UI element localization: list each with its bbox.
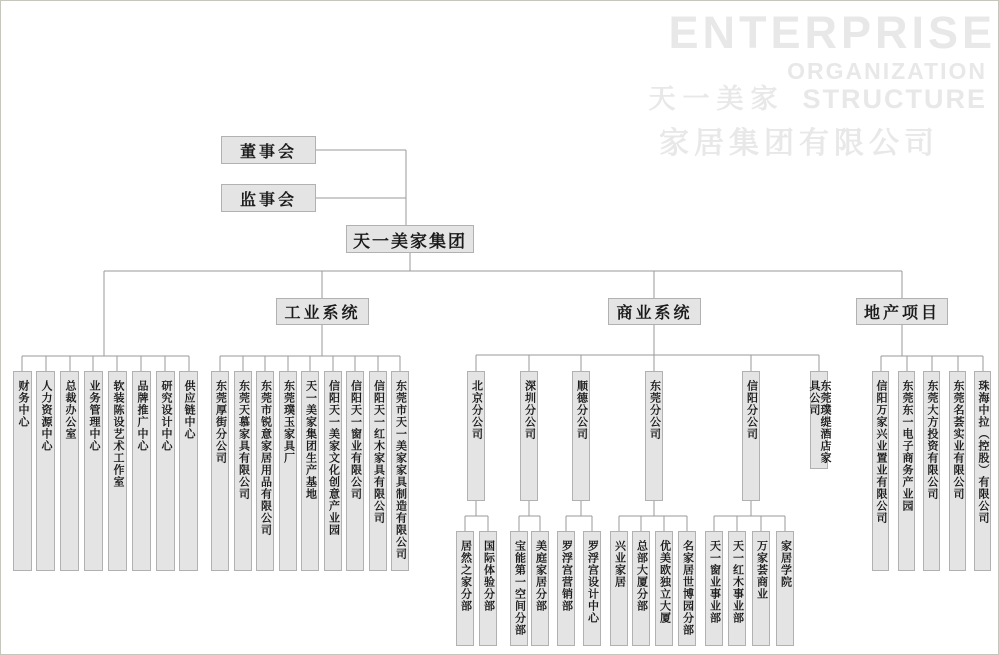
company-box: 信阳天一美家文化创意产业园 — [324, 371, 342, 571]
sub-branch-box: 东莞分公司 — [645, 371, 663, 501]
division-box: 居然之家分部 — [456, 531, 474, 646]
company-box: 东莞大方投资有限公司 — [923, 371, 940, 571]
branch-commercial-box: 商业系统 — [608, 298, 701, 325]
dept-box: 人力资源中心 — [36, 371, 55, 571]
division-box: 优美欧独立大厦 — [655, 531, 673, 646]
watermark-structure-line — [649, 77, 988, 116]
company-box: 信阳万家兴业置业有限公司 — [872, 371, 889, 571]
dept-box: 软装陈设艺术工作室 — [108, 371, 127, 571]
watermark-organization: ORGANIZATION — [787, 58, 987, 84]
division-box: 美庭家居分部 — [531, 531, 549, 646]
company-box: 东莞东一电子商务产业园 — [898, 371, 915, 571]
dept-box: 总裁办公室 — [60, 371, 79, 571]
sub-branch-box: 顺德分公司 — [572, 371, 590, 501]
dept-box: 研究设计中心 — [156, 371, 175, 571]
division-box: 兴业家居 — [610, 531, 628, 646]
company-box: 东莞市天一美家家具制造有限公司 — [391, 371, 409, 571]
division-box: 罗浮宫设计中心 — [583, 531, 601, 646]
sub-branch-box: 信阳分公司 — [742, 371, 760, 501]
company-box: 珠海中拉（控股）有限公司 — [974, 371, 991, 571]
division-box: 罗浮宫营销部 — [557, 531, 575, 646]
company-box: 东莞天慕家具有限公司 — [234, 371, 252, 571]
division-box: 国际体验分部 — [479, 531, 497, 646]
watermark-structure: STRUCTURE — [802, 84, 987, 114]
division-box: 宝能第一空间分部 — [510, 531, 528, 646]
company-box: 东莞名荟实业有限公司 — [949, 371, 966, 571]
watermark-enterprise: ENTERPRISE — [668, 7, 996, 58]
division-box: 总部大厦分部 — [632, 531, 650, 646]
division-box: 万家荟商业 — [752, 531, 770, 646]
watermark-company-cn: 家居集团有限公司 — [659, 127, 939, 160]
division-box: 天一窗业事业部 — [705, 531, 723, 646]
branch-industrial-box: 工业系统 — [276, 298, 369, 325]
company-box: 天一美家集团生产基地 — [301, 371, 319, 571]
division-box: 天一红木事业部 — [728, 531, 746, 646]
company-box: 东莞璞玉家具厂 — [279, 371, 297, 571]
dept-box: 供应链中心 — [179, 371, 198, 571]
board-box: 董事会 — [221, 136, 316, 164]
company-box: 东莞市锐意家居用品有限公司 — [256, 371, 274, 571]
dept-box: 财务中心 — [13, 371, 32, 571]
dept-box: 业务管理中心 — [84, 371, 103, 571]
sub-branch-box: 东莞璞缇酒店家具公司 — [810, 371, 828, 469]
division-box: 家居学院 — [776, 531, 794, 646]
branch-realestate-box: 地产项目 — [856, 298, 948, 325]
sub-branch-box: 深圳分公司 — [520, 371, 538, 501]
dept-box: 品牌推广中心 — [132, 371, 151, 571]
supervisory-box: 监事会 — [221, 184, 316, 212]
sub-branch-box: 北京分公司 — [467, 371, 485, 501]
company-box: 东莞厚街分公司 — [211, 371, 229, 571]
watermark-brand-cn: 天一美家 — [648, 84, 785, 114]
group-box: 天一美家集团 — [346, 225, 474, 253]
division-box: 名家居世博园分部 — [678, 531, 696, 646]
company-box: 信阳天一红木家具有限公司 — [369, 371, 387, 571]
company-box: 信阳天一窗业有限公司 — [346, 371, 364, 571]
